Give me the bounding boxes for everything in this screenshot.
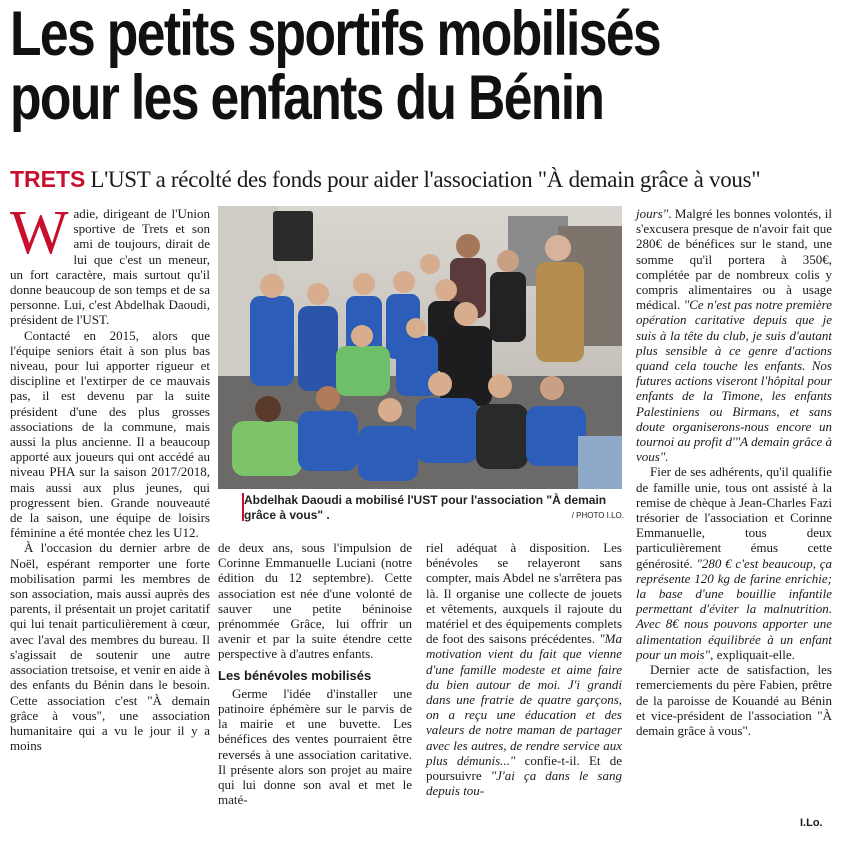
body-paragraph: À l'occasion du dernier arbre de Noël, espérant remporter une forte mobilisation parmi les membres de son association, mais aussi auprès des parents, il présentait un projet caritatif qui lui tenait particulièrement à cœur, avec l'aval des membres du bureau. Il s'agissait de soutenir une autre association tretsoise, et venir en aide à des enfants du Bénin dans le besoin. Cette association c'est "À demain grâce à vous", une association humanitaire qui a vu le jour il y a moins: [10, 540, 210, 754]
lead-text: adie, dirigeant de l'Union sportive de Trets et son ami de toujours, dirait de lui que c'est un meneur, un fort caractère, mais surtout qu'il donne beaucoup de son temps et de sa personne. Lui, c'est Abdelhak Daoudi, président de l'UST.: [10, 206, 210, 328]
body-text: , expliquait-elle.: [710, 646, 795, 662]
column-1: [10, 199, 210, 754]
location-kicker: TRETS: [10, 166, 86, 192]
headline-line-2: pour les enfants du Bénin: [10, 63, 604, 133]
team-photo: [218, 206, 622, 489]
column-2: [218, 540, 412, 807]
author-signature: I.Lo.: [800, 817, 823, 829]
body-paragraph: [636, 464, 832, 662]
headline: [10, 0, 691, 133]
section-subheading: Les bénévoles mobilisés: [218, 667, 372, 683]
quote-text: jours": [636, 206, 669, 221]
drop-cap: W: [10, 199, 69, 267]
photo-credit: / PHOTO I.LO.: [571, 511, 624, 520]
subtitle: L'UST a récolté des fonds pour aider l'association "À demain grâce à vous": [90, 167, 761, 192]
quote-text: "J'ai ça dans le sang depuis tou-: [426, 768, 622, 799]
body-text: . Malgré les bonnes volontés, il s'excusera presque de n'avoir fait que 280€ de bénéfices sur le stand, une somme qu'il portera à 350€, complétée par de nombreux colis y compris alimentaires ou à usage médical.: [636, 206, 832, 313]
quote-text: "Ce n'est pas notre première opération caritative depuis que je suis à la tête du club, je suis d'autant plus sensible à ce genre d'actions quand cela touche les enfants. Nos futures actions viseront l'hôpital pour enfants de la Timone, les enfants Palestiniens ou Birmans, et sans doute organiserons-nous encore un tournoi au profit d'"A demain grâce à vous".: [636, 297, 833, 465]
body-paragraph: Contacté en 2015, alors que l'équipe seniors était à son plus bas niveau, pour lui apporter rigueur et discipline et l'extirper de ce mauvais pas, il est devenu par la suite président d'une des plus grosses associations de la commune, mais aussi la plus ancienne. Il a beaucoup apporté aux joueurs qui ont accédé au niveau PHA sur la saison 2017/2018, mais aussi aux plus jeunes, qui progressent bien. Grande nouveauté de la saison, une équipe de loisirs féminine a été montée chez les U12.: [10, 327, 210, 541]
body-paragraph: Germe l'idée d'installer une patinoire éphémère sur le parvis de la mairie et une buvette. Les bénéfices des ventes pourraient être reversés à une association caritative. Il présente alors son projet au maire qui lui donne son aval et met le maté-: [218, 685, 412, 808]
headline-line-1: Les petits sportifs mobilisés: [10, 0, 661, 69]
quote-text: "Ma motivation vient du fait que vienne d'une famille modeste et aime faire du bien autour de moi. J'i grandi dans une fratrie de quatre garçons, on a reçu une éducation et des valeurs de notre maman de partager avec les autres, de rendre service aux plus démunis...": [426, 631, 622, 768]
body-text: confie-t-il. Et de poursuivre: [426, 752, 622, 784]
body-text: riel adéquat à disposition. Les bénévoles se relayeront sans compter, mais Abdel ne s'arrêtera pas là. Il organise une collecte de jouets et vêtements, auxquels il rajoute du matériel et des équipements complets de foot des saisons précédentes.: [426, 540, 622, 647]
body-paragraph: [636, 206, 832, 464]
body-paragraph: [426, 540, 622, 798]
photo-caption: [244, 493, 624, 523]
quote-text: "280 € c'est beaucoup, ça représente 120 kg de farine enrichie; la base d'une bouillie infantile permettant d'éviter la malnutrition. Avec 8€ nous pouvons apporter une alimentation équilibrée à un enfant pour un mois": [636, 555, 832, 662]
column-3: [426, 540, 622, 798]
caption-text: Abdelhak Daoudi a mobilisé l'UST pour l'association "À demain grâce à vous" .: [244, 493, 607, 522]
subtitle-line: [10, 166, 840, 193]
body-paragraph: Dernier acte de satisfaction, les remerciements du père Fabien, prêtre de la paroisse de Kouandé au Bénin et vice-président de l'association "À demain grâce à vous".: [636, 662, 832, 738]
body-paragraph: de deux ans, sous l'impulsion de Corinne Emmanuelle Luciani (notre édition du 12 septembre). Cette association est née d'une volonté de sauver une petite béninoise prénommée Grâce, lui offrir un avenir et par la suite étendre cette perspective à d'autres enfants.: [218, 540, 412, 662]
body-text: Fier de ses adhérents, qu'il qualifie de famille unie, tous ont assisté à la remise de chèque à Jean-Charles Fazi trésorier de l'association et Corinne Emmanuelle, tous deux particulièrement émus cette générosité.: [636, 464, 832, 571]
column-4: [636, 206, 832, 738]
lead-paragraph: [10, 199, 210, 328]
team-photo-illustration: [218, 206, 622, 489]
